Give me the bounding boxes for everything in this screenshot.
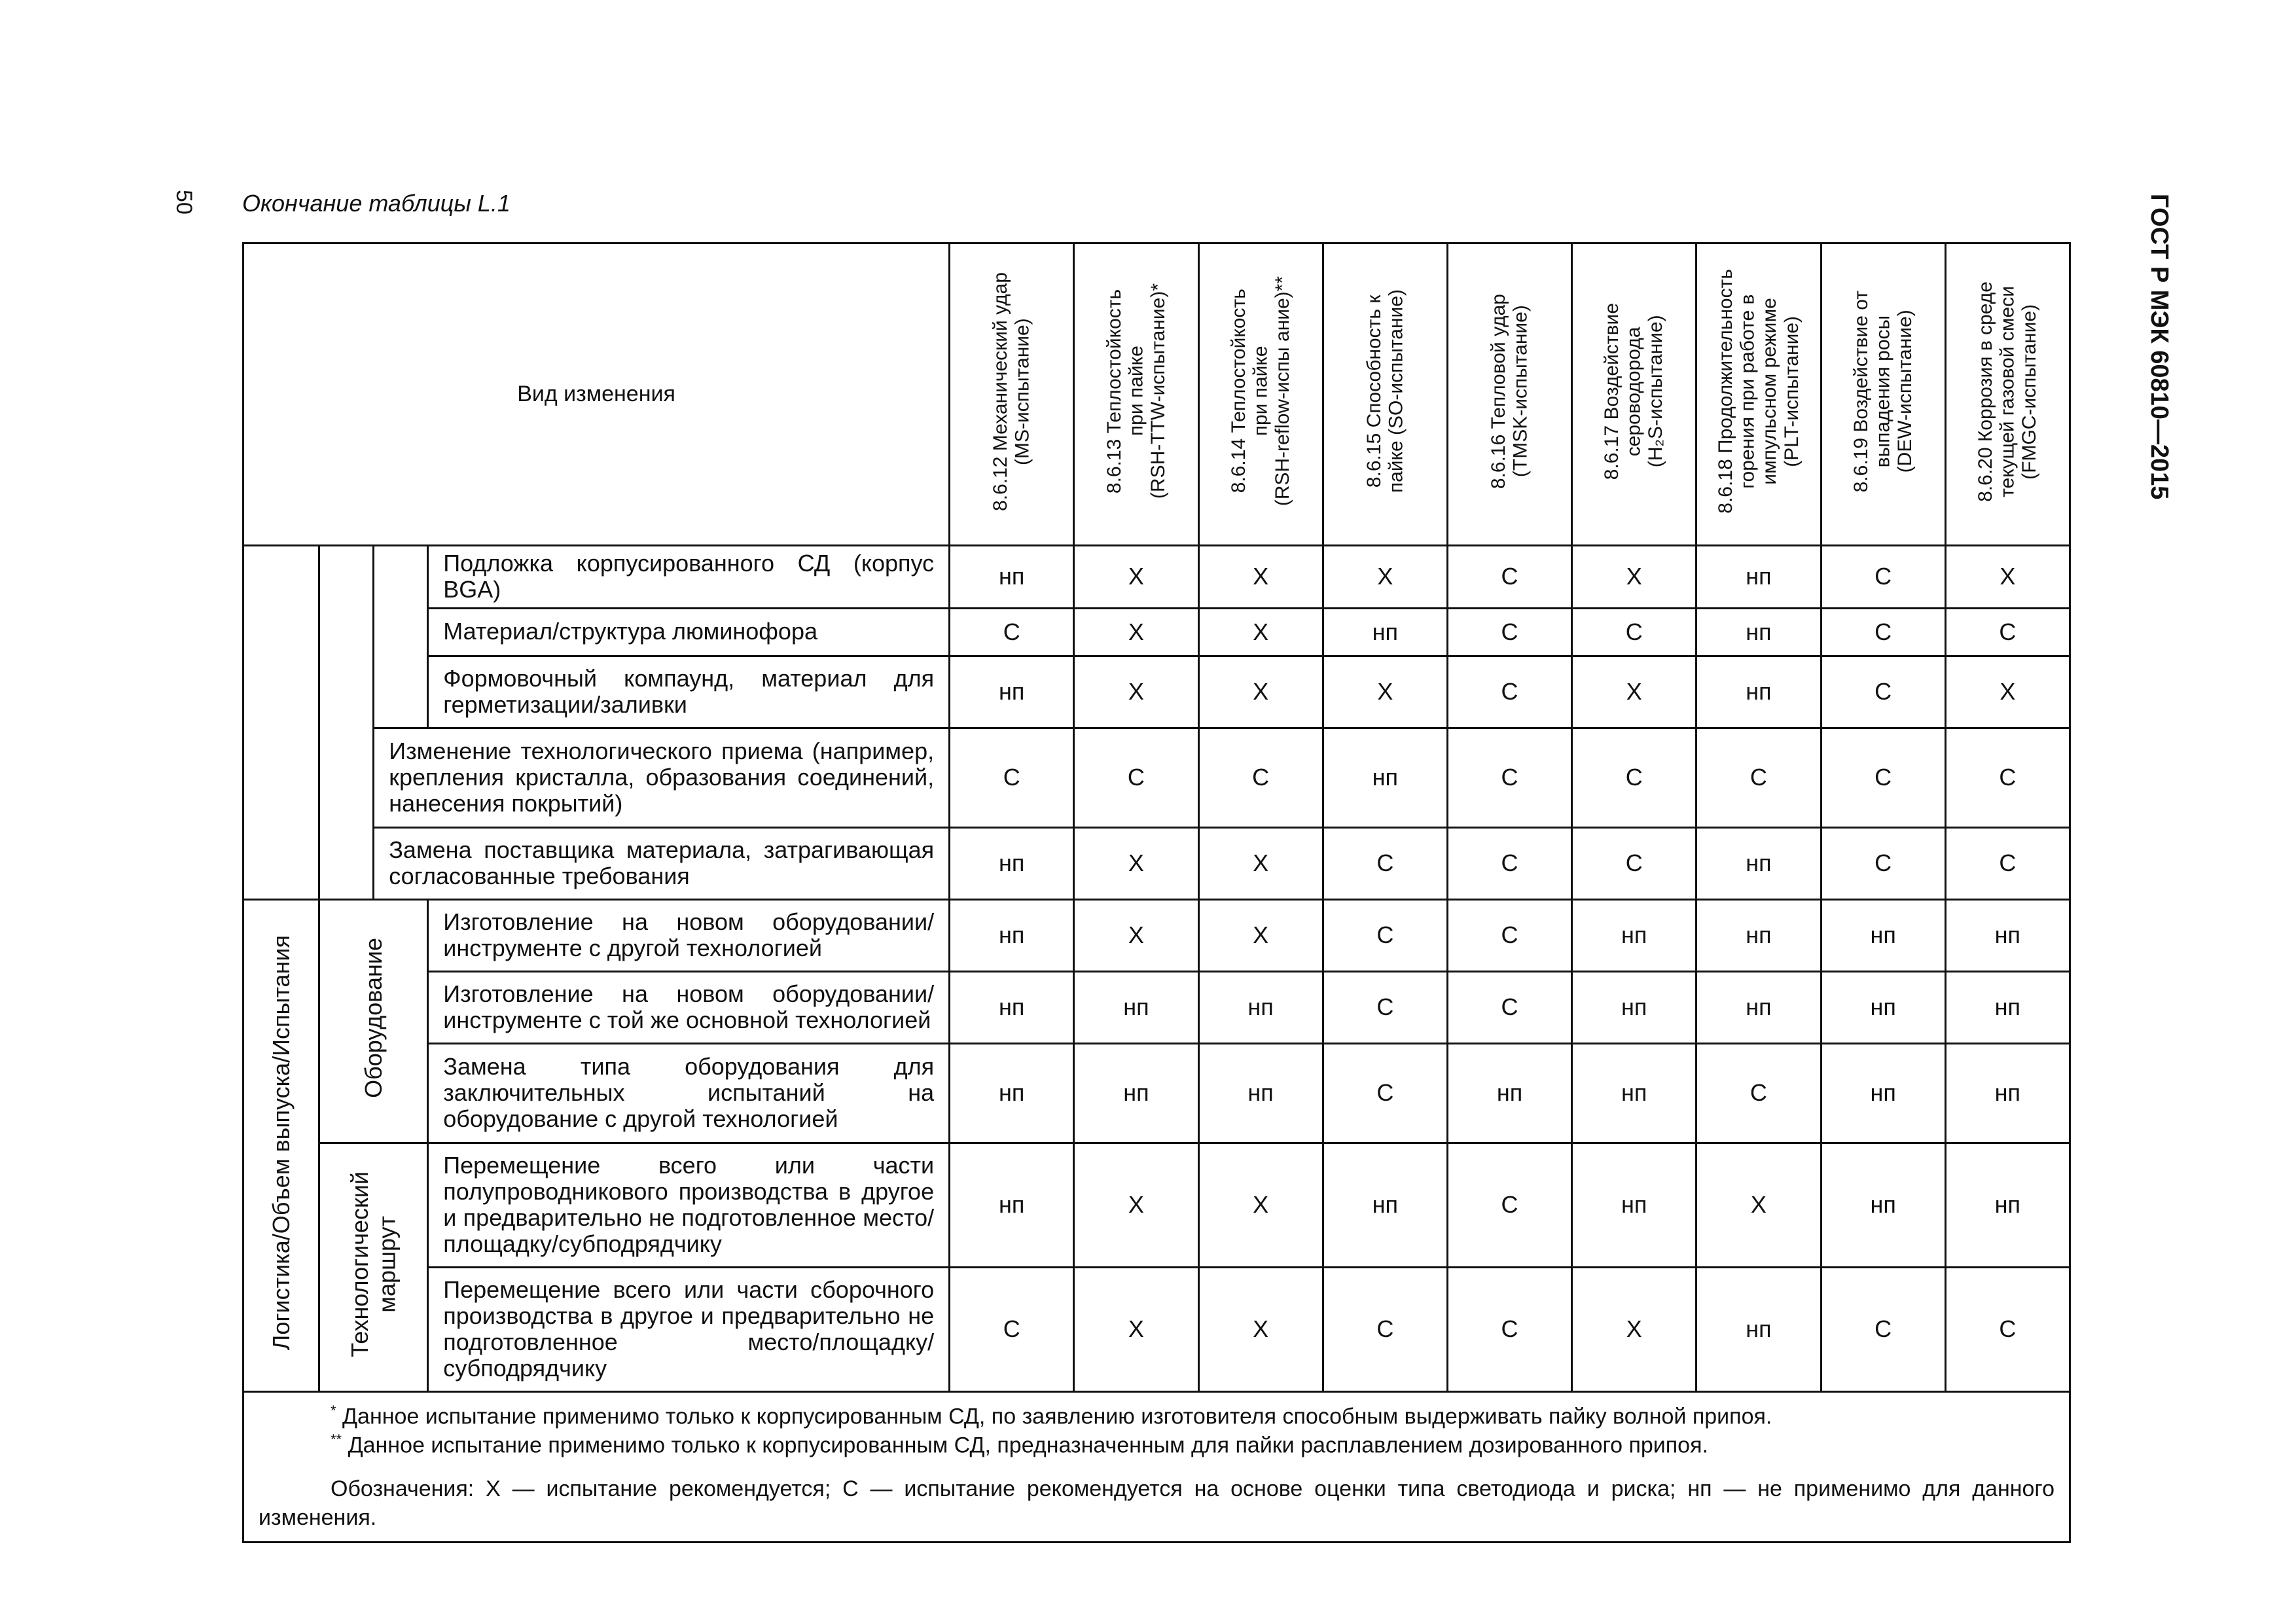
test-value-cell: C [1323,899,1447,971]
page-number: 50 [171,190,196,215]
group-logistics [243,899,319,1391]
test-value-cell: C [1821,827,1945,899]
test-value-cell: нп [1696,899,1821,971]
test-value-cell: C [1323,971,1447,1043]
header-col [950,243,1074,546]
test-value-cell: X [1074,1267,1198,1391]
test-value-cell: нп [1696,1267,1821,1391]
change-description: Формовочный компаунд, материал для герметизации/заливки [428,656,950,728]
footnote-2-mark: ** [331,1431,342,1448]
test-value-cell: X [1074,656,1198,728]
header-col-label: 8.6.16 Тепловой удар (TMSK-испытание) [1487,293,1532,490]
test-value-cell: нп [950,899,1074,971]
header-col [1572,243,1696,546]
change-description: Изготовление на новом оборудовании/инструменте с другой технологией [428,899,950,971]
blank-group-cell [243,546,319,900]
test-value-cell: нп [950,1143,1074,1267]
blank-group-cell [374,546,428,728]
table-row [243,728,2070,827]
table-row [243,1267,2070,1391]
table-caption: Окончание таблицы L.1 [242,190,511,217]
header-col [1696,243,1821,546]
group-route-text: Технологический маршрут [346,1171,401,1357]
test-value-cell: нп [950,1043,1074,1143]
test-value-cell: C [1447,608,1571,656]
test-value-cell: X [1198,827,1323,899]
test-value-cell: C [950,728,1074,827]
test-value-cell: нп [950,827,1074,899]
test-value-cell: X [1572,656,1696,728]
test-value-cell: C [1572,827,1696,899]
test-value-cell: C [1696,728,1821,827]
test-value-cell: X [1074,1143,1198,1267]
test-value-cell: нп [1945,1143,2070,1267]
test-value-cell: нп [1945,899,2070,971]
test-value-cell: C [950,608,1074,656]
test-value-cell: C [1447,899,1571,971]
test-value-cell: нп [1572,899,1696,971]
change-description: Материал/структура люминофора [428,608,950,656]
test-value-cell: нп [1074,1043,1198,1143]
test-value-cell: X [1198,1143,1323,1267]
change-description: Замена поставщика материала, затрагивающая согласованные требования [374,827,950,899]
test-value-cell: X [1198,608,1323,656]
header-col [1945,243,2070,546]
test-value-cell: нп [1821,971,1945,1043]
legend-text: Обозначения: X — испытание рекомендуется; C — испытание рекомендуется на основе оценки типа светодиода и риска; нп — не применимо для данного изменения. [259,1476,2054,1530]
test-value-cell: C [1323,1043,1447,1143]
change-description: Изготовление на новом оборудовании/инструменте с той же основной технологией [428,971,950,1043]
test-value-cell: C [1821,728,1945,827]
test-value-cell: C [1696,1043,1821,1143]
change-description: Перемещение всего или части полупроводникового производства в другое и предварительно не подготовленное место/площадку/субподрядчику [428,1143,950,1267]
test-value-cell: X [1074,899,1198,971]
table-row [243,1043,2070,1143]
change-description: Изменение технологического приема (например, крепления кристалла, образования соединений, нанесения покрытий) [374,728,950,827]
header-col [1074,243,1198,546]
test-value-cell: нп [1572,971,1696,1043]
footnote-2-text: Данное испытание применимо только к корпусированным СД, предназначенным для пайки расплавлением дозированного припоя. [348,1433,1708,1458]
test-value-cell: нп [950,546,1074,609]
test-value-cell: C [950,1267,1074,1391]
test-value-cell: X [1945,656,2070,728]
test-value-cell: нп [1696,971,1821,1043]
document-code: ГОСТ Р МЭК 60810—2015 [2145,194,2173,500]
header-col-label: 8.6.13 Теплостойкость при пайке (RSH-TTW-испытание)* [1103,283,1169,499]
header-col-label: 8.6.20 Коррозия в среде текущей газовой смеси (FMGC-испытание) [1974,281,2041,502]
test-value-cell: C [1821,656,1945,728]
table-row [243,608,2070,656]
group-equipment [319,899,428,1143]
test-value-cell: нп [1821,899,1945,971]
test-value-cell: C [1945,827,2070,899]
test-value-cell: нп [1572,1143,1696,1267]
test-value-cell: C [1447,971,1571,1043]
test-value-cell: нп [1198,1043,1323,1143]
test-value-cell: нп [1323,728,1447,827]
test-value-cell: X [1074,608,1198,656]
table-row [243,827,2070,899]
test-value-cell: нп [1821,1143,1945,1267]
test-value-cell: C [1945,728,2070,827]
test-value-cell: X [1323,656,1447,728]
test-value-cell: X [1696,1143,1821,1267]
test-value-cell: X [1198,546,1323,609]
header-row [243,243,2070,546]
test-value-cell: нп [1696,546,1821,609]
header-title: Вид изменения [243,243,950,546]
footnote-1-text: Данное испытание применимо только к корпусированным СД, по заявлению изготовителя способным выдерживать пайку волной припоя. [342,1403,1772,1429]
test-value-cell: C [1945,608,2070,656]
table-row [243,899,2070,971]
footnote-2 [259,1431,2054,1460]
blank-group-cell [319,546,374,900]
test-matrix-table [242,242,2071,1543]
header-col [1447,243,1571,546]
header-col [1198,243,1323,546]
test-value-cell: нп [1572,1043,1696,1143]
footnote-1 [259,1402,2054,1431]
test-value-cell: нп [1696,656,1821,728]
test-value-cell: C [1323,827,1447,899]
test-value-cell: X [1198,1267,1323,1391]
test-value-cell: X [1074,827,1198,899]
test-value-cell: C [1572,608,1696,656]
header-col-label: 8.6.15 Способность к пайке (SO-испытание) [1363,289,1407,493]
test-value-cell: нп [1821,1043,1945,1143]
test-value-cell: нп [1696,608,1821,656]
test-value-cell: C [1821,1267,1945,1391]
test-value-cell: C [1447,827,1571,899]
table-row [243,546,2070,609]
notes-cell [243,1391,2070,1542]
table-row [243,971,2070,1043]
test-value-cell: X [1198,899,1323,971]
group-logistics-text: Логистика/Объем выпуска/Испытания [267,935,295,1350]
test-value-cell: X [1572,546,1696,609]
change-description: Замена типа оборудования для заключительных испытаний на оборудование с другой технологией [428,1043,950,1143]
notes-row [243,1391,2070,1542]
test-value-cell: X [1572,1267,1696,1391]
test-value-cell: C [1572,728,1696,827]
group-route [319,1143,428,1391]
test-value-cell: X [1945,546,2070,609]
test-value-cell: C [1447,1267,1571,1391]
test-value-cell: нп [1323,608,1447,656]
test-value-cell: нп [1074,971,1198,1043]
table-row [243,1143,2070,1267]
test-value-cell: C [1945,1267,2070,1391]
test-value-cell: X [1074,546,1198,609]
test-value-cell: нп [1945,971,2070,1043]
change-description: Перемещение всего или части сборочного производства в другое и предварительно не подготовленное место/площадку/субподрядчику [428,1267,950,1391]
test-value-cell: нп [950,971,1074,1043]
header-col [1821,243,1945,546]
table-row [243,656,2070,728]
test-value-cell: нп [1323,1143,1447,1267]
test-value-cell: нп [1447,1043,1571,1143]
header-col-label: 8.6.18 Продолжительность горения при работе в импульсном режиме (PLT-испытание) [1714,269,1803,514]
test-value-cell: нп [1696,827,1821,899]
header-col-label: 8.6.14 Теплостойкость при пайке (RSH-reflow-испы ание)** [1227,276,1293,507]
header-col-label: 8.6.19 Воздействие от выпадения росы (DEW-испытание) [1850,290,1916,493]
test-value-cell: C [1821,608,1945,656]
header-col-label: 8.6.17 Воздействие сероводорода (H₂S-испытание) [1601,302,1667,480]
test-value-cell: нп [950,656,1074,728]
test-value-cell: C [1447,1143,1571,1267]
test-value-cell: C [1447,728,1571,827]
group-equipment-text: Оборудование [359,938,387,1099]
change-description: Подложка корпусированного СД (корпус BGA) [428,546,950,609]
test-value-cell: C [1447,546,1571,609]
test-value-cell: C [1198,728,1323,827]
test-value-cell: C [1323,1267,1447,1391]
header-col-label: 8.6.12 Механический удар (MS-испытание) [990,272,1033,511]
footnote-1-mark: * [331,1402,336,1419]
test-value-cell: нп [1945,1043,2070,1143]
test-value-cell: X [1198,656,1323,728]
test-value-cell: C [1821,546,1945,609]
header-col [1323,243,1447,546]
test-value-cell: C [1074,728,1198,827]
test-value-cell: нп [1198,971,1323,1043]
test-value-cell: X [1323,546,1447,609]
test-value-cell: C [1447,656,1571,728]
